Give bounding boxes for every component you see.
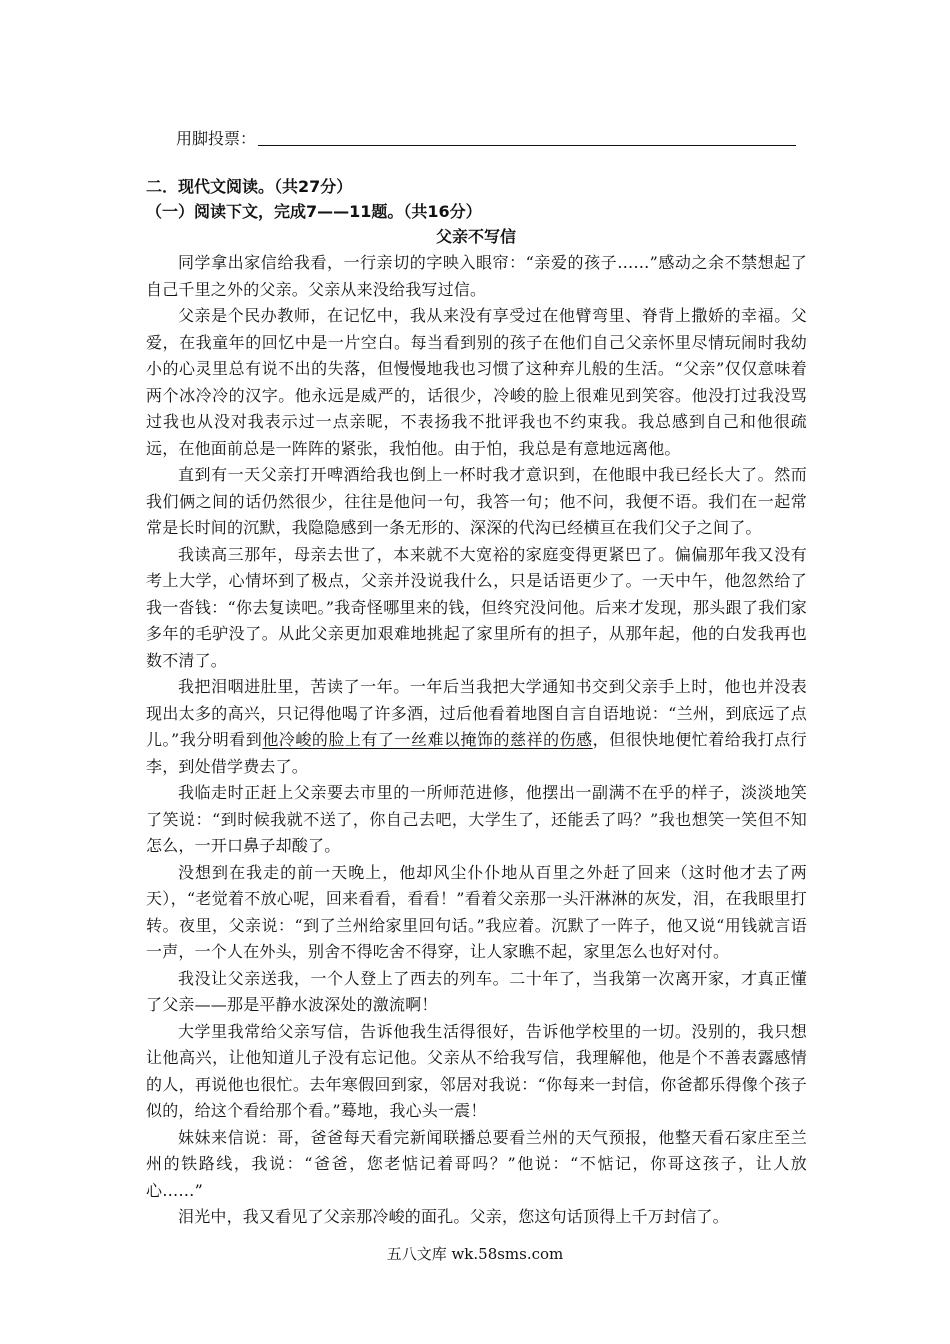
vote-answer-line [176,126,796,150]
paragraph: 直到有一天父亲打开啤酒给我也倒上一杯时我才意识到，在他眼中我已经长大了。然而我们俩之间的话仍然很少，往往是他问一句，我答一句；他不问，我便不语。我们在一起常常是长时间的沉默，我隐隐感到一条无形的、深深的代沟已经横亘在我们父子之间了。 [146,465,807,537]
paragraph: 妹妹来信说：哥，爸爸每天看完新闻联播总要看兰州的天气预报，他整天看石家庄至兰州的铁路线，我说：“爸爸，您老惦记着哥吗？”他说：“不惦记，你哥这孩子，让人放心……” [146,1127,807,1200]
paragraph: 我没让父亲送我，一个人登上了西去的列车。二十年了，当我第一次离开家，才真正懂了父亲——那是平静水波深处的激流啊！ [146,968,807,1014]
paragraph: 没想到在我走的前一天晚上，他却风尘仆仆地从百里之外赶了回来（这时他才去了两天），“老觉着不放心呢，回来看看，看看！”看着父亲那一头汗淋淋的灰发，泪，在我眼里打转。夜里，父亲说：“到了兰州给家里回句话。”我应着。沉默了一阵子，他又说“用钱就言语一声，一个人在外头，别舍不得吃舍不得穿，让人家瞧不起，家里怎么也好对付。 [146,862,807,961]
paragraph: 大学里我常给父亲写信，告诉他我生活得很好，告诉他学校里的一切。没别的，我只想让他高兴，让他知道儿子没有忘记他。父亲从不给我写信，我理解他，他是个不善表露感情的人，再说他也很忙。去年寒假回到家，邻居对我说：“你每来一封信，你爸都乐得像个孩子似的，给这个看给那个看。”蓦地，我心头一震！ [146,1021,807,1120]
article-body [146,250,807,1231]
paragraph: 我临走时正赶上父亲要去市里的一所师范进修，他摆出一副满不在乎的样子，淡淡地笑了笑说：“到时候我就不送了，你自己去吧，大学生了，还能丢了吗？”我也想笑一笑但不知怎么，一开口鼻子却酸了。 [146,783,807,855]
sub-section-heading: （一）阅读下文，完成7——11题。（共16分） [146,202,482,221]
paragraph: 父亲是个民办教师，在记忆中，我从来没有享受过在他臂弯里、脊背上撒娇的幸福。父爱，在我童年的回忆中是一片空白。每当看到别的孩子在他们自己父亲怀里尽情玩闹时我幼小的心灵里总有说不出的失落，但慢慢地我也习惯了这种弃儿般的生活。“父亲”仅仅意味着两个冰冷冷的汉字。他永远是威严的，话很少，冷峻的脸上很难见到笑容。他没打过我没骂过我也从没对我表示过一点亲昵，不表扬我不批评我也不约束我。我总感到自己和他很疏远，在他面前总是一阵阵的紧张，我怕他。由于怕，我总是有意地远离他。 [146,306,807,458]
paragraph: 泪光中，我又看见了父亲那冷峻的面孔。父亲，您这句话顶得上千万封信了。 [178,1207,729,1226]
paragraph-text: 我把泪咽进肚里，苦读了一年。一年后当我把大学通知书交到父亲手上时，他也并没表现出太多的高兴，只记得他喝了许多酒，过后他看着地图自言自语地说：“兰州，到底远了点儿。”我分明看到 [146,677,807,749]
paragraph: 我读高三那年，母亲去世了，本来就不大宽裕的家庭变得更紧巴了。偏偏那年我又没有考上大学，心情坏到了极点，父亲并没说我什么，只是话语更少了。一天中午，他忽然给了我一沓钱：“你去复读吧。”我奇怪哪里来的钱，但终究没问他。后来才发现，那头跟了我们家多年的毛驴没了。从此父亲更加艰难地挑起了家里所有的担子，从那年起，他的白发我再也数不清了。 [146,544,807,670]
underlined-sentence: 他冷峻的脸上有了一丝难以掩饰的慈祥的伤感 [262,730,593,749]
vote-label: 用脚投票： [176,129,257,148]
footer-watermark: 五八文库 wk.58sms.com [386,1245,564,1263]
paragraph-with-underline [146,674,807,780]
answer-blank[interactable] [258,127,796,146]
article-title: 父亲不写信 [435,227,516,246]
section-heading: 二．现代文阅读。（共27分） [146,177,353,196]
paragraph-text: ，但很快地便忙着给我打点行李，到处借学费去了。 [146,730,808,776]
paragraph: 同学拿出家信给我看，一行亲切的字映入眼帘：“亲爱的孩子……”感动之余不禁想起了自己千里之外的父亲。父亲从来没给我写过信。 [146,253,807,299]
